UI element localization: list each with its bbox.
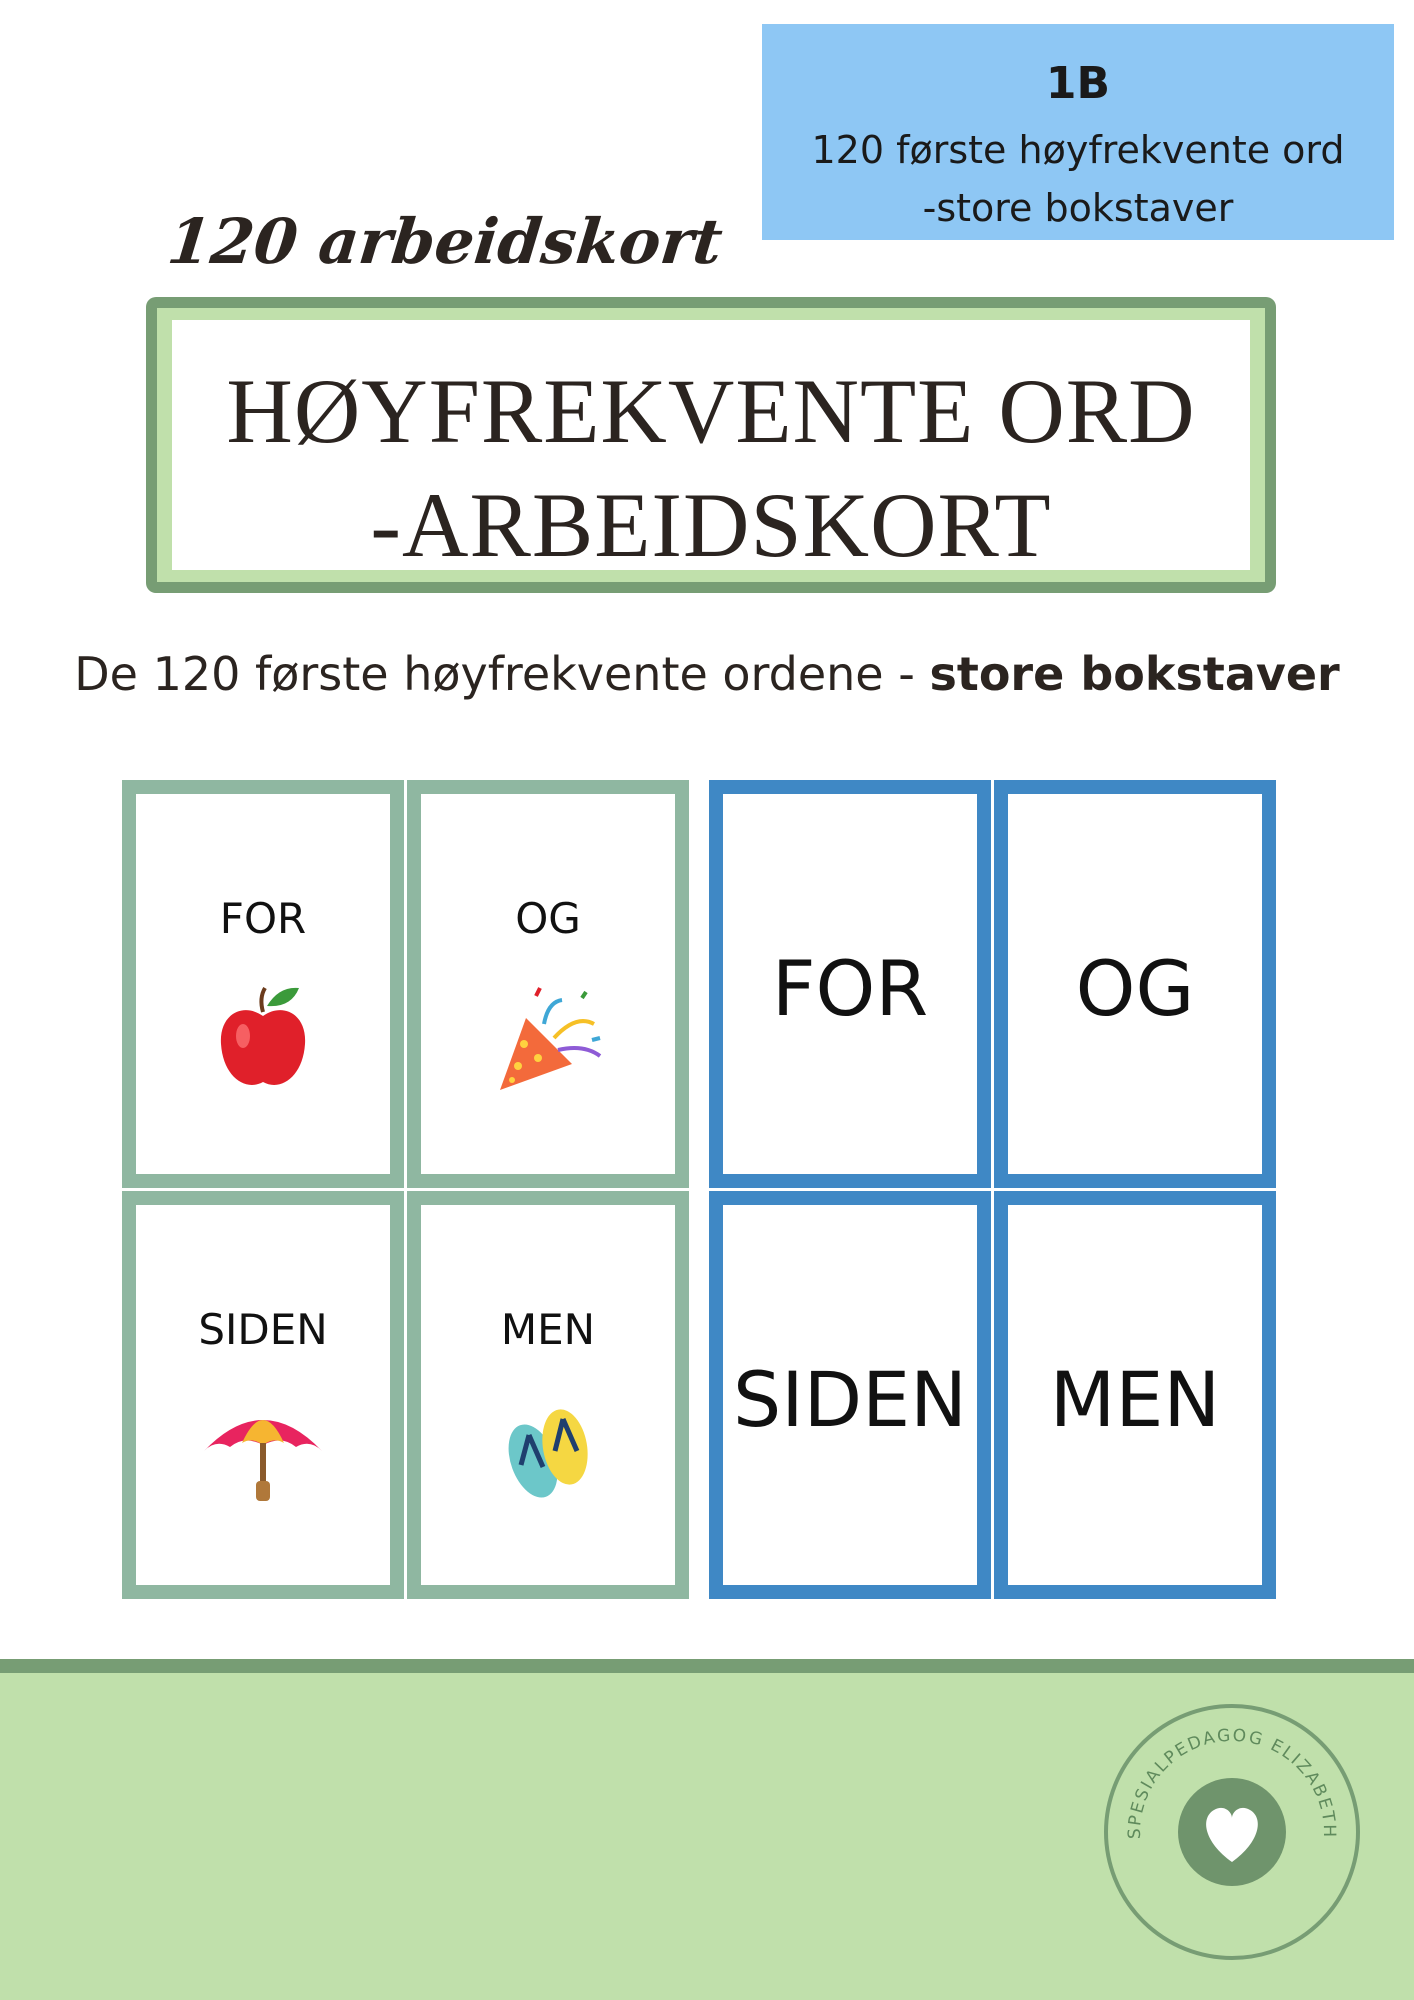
level-badge	[762, 24, 1394, 240]
picture-card	[407, 780, 689, 1188]
badge-line-1: 120 første høyfrekvente ord	[811, 128, 1345, 172]
subtitle	[0, 647, 1414, 701]
picture-card-word: MEN	[500, 1305, 596, 1354]
subtitle-regular: De 120 første høyfrekvente ordene -	[74, 647, 930, 701]
word-card-word: MEN	[1049, 1355, 1221, 1444]
flip-flops-icon	[493, 1395, 603, 1509]
subtitle-bold: store bokstaver	[929, 647, 1340, 701]
picture-card	[122, 780, 404, 1188]
brand-logo	[1100, 1700, 1364, 1964]
picture-card-word: FOR	[219, 894, 307, 943]
footer-divider	[0, 1659, 1414, 1673]
word-card-word: OG	[1075, 944, 1195, 1033]
badge-code: 1B	[1045, 58, 1111, 109]
picture-card-word: SIDEN	[198, 1305, 328, 1354]
title-box	[172, 320, 1250, 576]
umbrella-icon	[198, 1395, 328, 1509]
apple-icon	[213, 984, 313, 1098]
picture-card	[122, 1191, 404, 1599]
word-card	[994, 1191, 1276, 1599]
logo-text: SPESIALPEDAGOG ELIZABETH	[1124, 1725, 1340, 1840]
picture-card-word: OG	[515, 894, 581, 943]
word-card	[709, 1191, 991, 1599]
picture-card	[407, 1191, 689, 1599]
badge-line-2: -store bokstaver	[922, 186, 1234, 230]
word-card-word: SIDEN	[732, 1355, 968, 1444]
script-title: 120 arbeidskort	[164, 205, 726, 278]
word-card-word: FOR	[771, 944, 929, 1033]
page-title-line-2: -ARBEIDSKORT	[370, 474, 1052, 576]
word-card	[709, 780, 991, 1188]
word-card	[994, 780, 1276, 1188]
party-popper-icon	[488, 984, 608, 1098]
page-title-line-1: HØYFREKVENTE ORD	[226, 360, 1196, 462]
title-frame	[146, 297, 1276, 593]
